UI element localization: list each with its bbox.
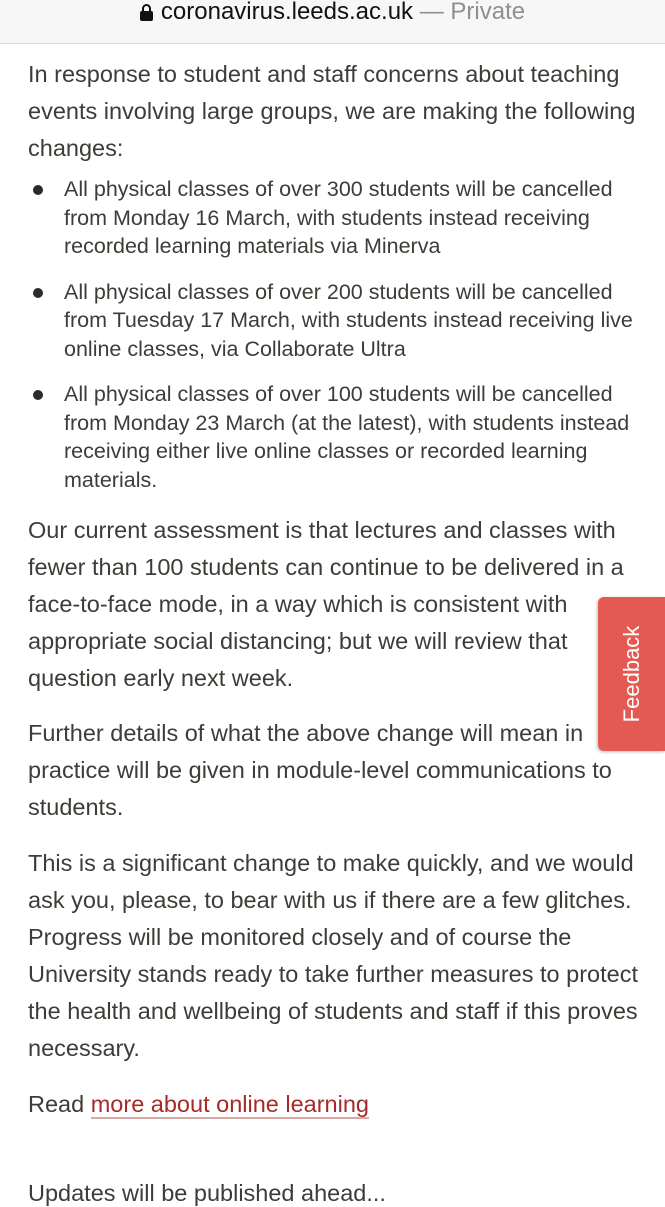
list-item-text: All physical classes of over 100 students will be cancelled from Monday 23 March (at the latest), with students instead receiving either live online classes or recorded learning materials. (64, 382, 630, 492)
assessment-paragraph: Our current assessment is that lectures and classes with fewer than 100 students can continue to be delivered in a face-to-face mode, in a way which is consistent with appropriate social distancing; but we will review that question early next week. (28, 517, 624, 691)
private-mode-label: — Private (419, 0, 526, 25)
list-item-text: All physical classes of over 200 students will be cancelled from Tuesday 17 March, with students instead receiving live online classes, via Collaborate Ultra (64, 279, 633, 361)
list-item-text: All physical classes of over 300 students will be cancelled from Monday 16 March, with students instead receiving recorded learning materials via Minerva (64, 177, 613, 258)
bullet-icon (33, 288, 43, 298)
list-item (28, 278, 638, 364)
read-more-line (28, 1086, 638, 1123)
details-paragraph: Further details of what the above change will mean in practice will be given in module-level communications to students. (28, 720, 612, 820)
bullet-icon (33, 390, 43, 400)
feedback-button[interactable] (598, 597, 665, 751)
intro-paragraph: In response to student and staff concerns about teaching events involving large groups, we are making the following changes: (28, 61, 636, 161)
read-prefix: Read (28, 1091, 91, 1117)
browser-address-bar[interactable] (0, 0, 665, 44)
lock-icon (140, 4, 153, 20)
bullet-icon (33, 185, 43, 195)
feedback-label: Feedback (618, 625, 644, 723)
address-display[interactable] (0, 0, 665, 28)
significant-change-paragraph: This is a significant change to make quickly, and we would ask you, please, to bear with us if there are a few glitches. Progress will be monitored closely and of course the University stands ready to take further measures to protect the health and wellbeing of students and staff if this proves necessary. (28, 850, 638, 1061)
article-content (28, 56, 638, 1123)
online-learning-link[interactable]: more about online learning (90, 1091, 369, 1117)
changes-list (28, 175, 638, 494)
list-item (28, 380, 638, 494)
list-item (28, 175, 638, 261)
cut-off-paragraph: Updates will be published ahead... (28, 1180, 386, 1206)
url-domain: coronavirus.leeds.ac.uk (160, 0, 414, 25)
